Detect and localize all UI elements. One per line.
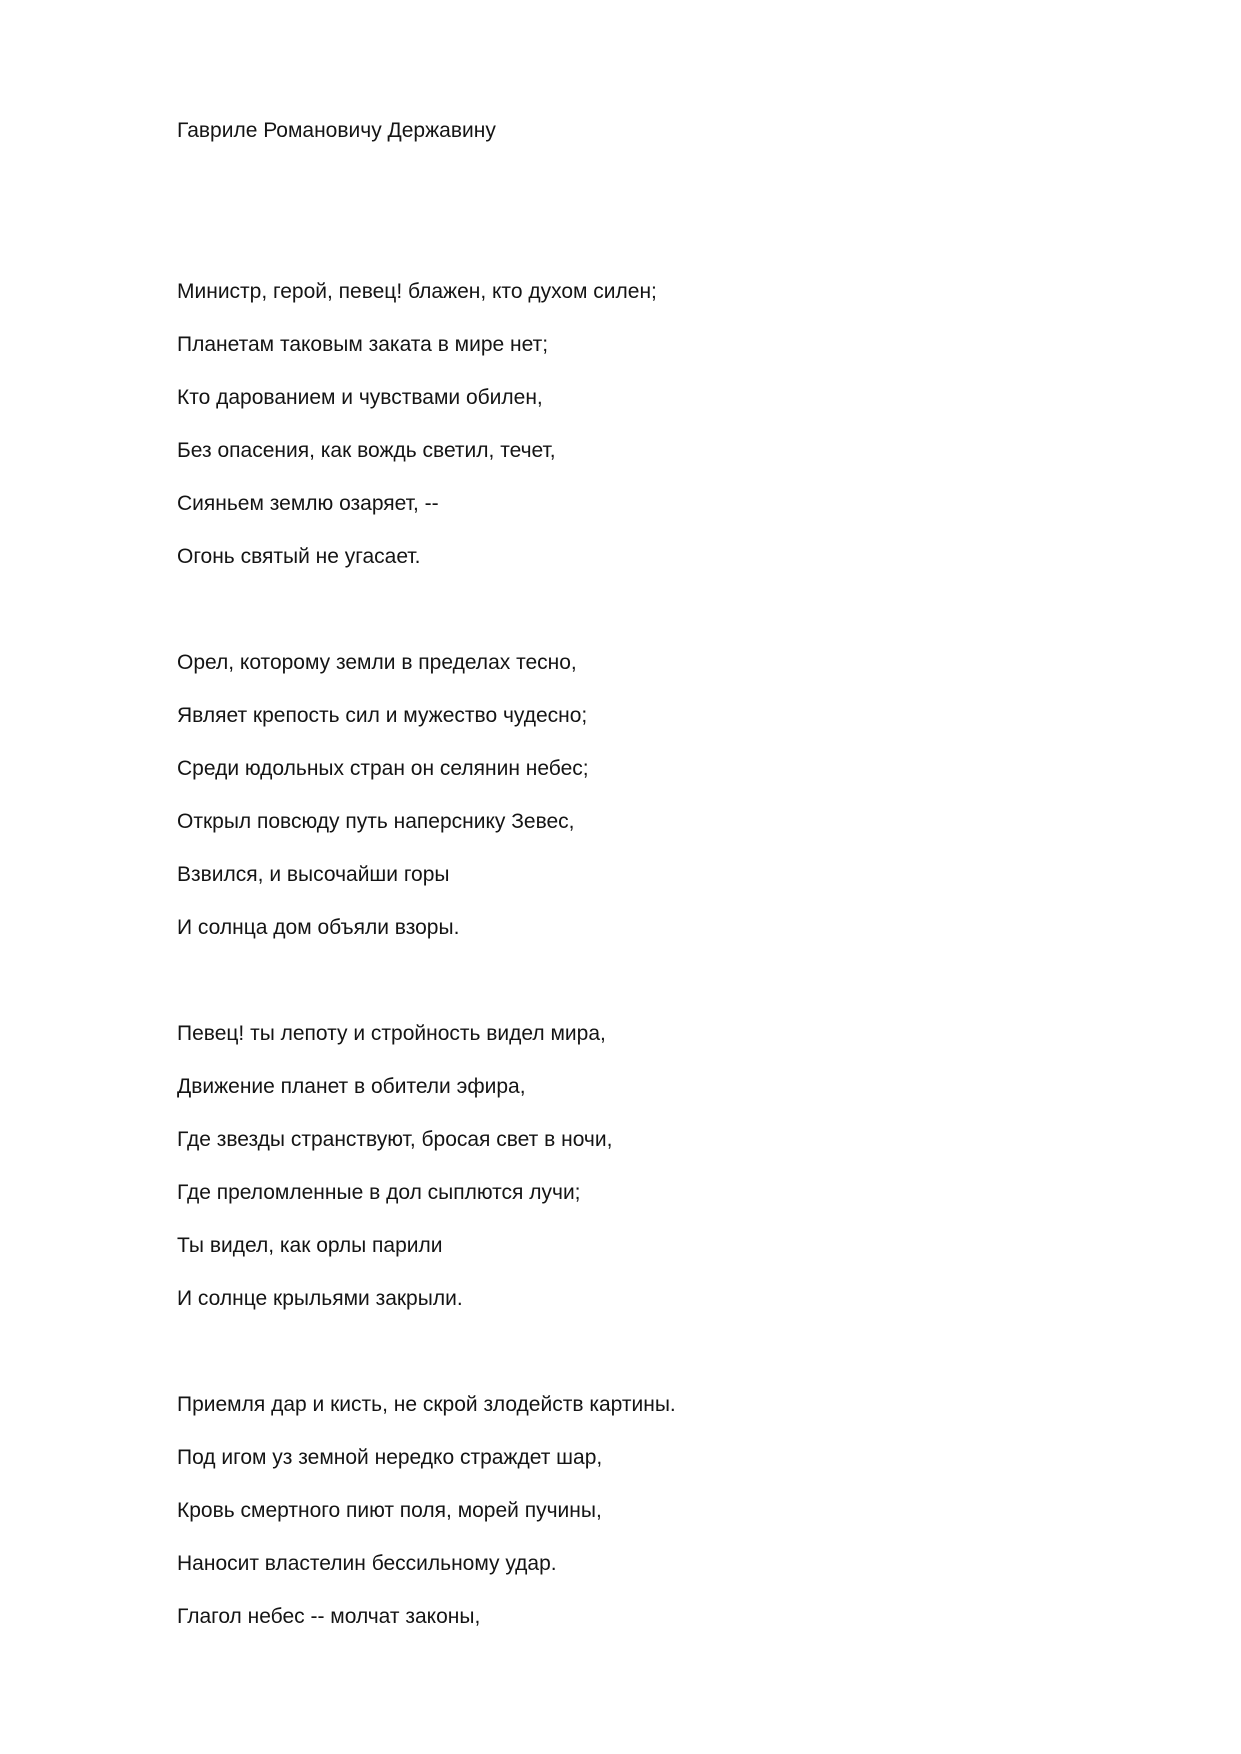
stanza-1: [177, 277, 676, 595]
poem-line: Являет крепость сил и мужество чудесно;: [177, 704, 588, 727]
poem-line: Глагол небес -- молчат законы,: [177, 1605, 481, 1628]
poem-line: Где преломленные в дол сыплются лучи;: [177, 1181, 581, 1204]
stanza-2: [177, 648, 676, 966]
poem-line: И солнца дом объяли взоры.: [177, 916, 460, 939]
dedication-heading: Гавриле Романовичу Державину: [177, 119, 496, 142]
stanza-3: [177, 1019, 676, 1337]
poem-line: Где звезды странствуют, бросая свет в ночи,: [177, 1128, 613, 1151]
poem-line: Сияньем землю озаряет, --: [177, 492, 439, 515]
poem: [177, 277, 676, 1708]
poem-line: Движение планет в обители эфира,: [177, 1075, 526, 1098]
poem-line: Огонь святый не угасает.: [177, 545, 421, 568]
poem-line: Певец! ты лепоту и стройность видел мира,: [177, 1022, 606, 1045]
poem-line: И солнце крыльями закрыли.: [177, 1287, 463, 1310]
poem-line: Без опасения, как вождь светил, течет,: [177, 439, 556, 462]
poem-line: Среди юдольных стран он селянин небес;: [177, 757, 589, 780]
poem-line: Кровь смертного пиют поля, морей пучины,: [177, 1499, 602, 1522]
stanza-4: [177, 1390, 676, 1655]
poem-line: Планетам таковым заката в мире нет;: [177, 333, 549, 356]
poem-line: Кто дарованием и чувствами обилен,: [177, 386, 543, 409]
poem-line: Орел, которому земли в пределах тесно,: [177, 651, 577, 674]
poem-line: Ты видел, как орлы парили: [177, 1234, 443, 1257]
poem-line: Приемля дар и кисть, не скрой злодейств картины.: [177, 1393, 676, 1416]
poem-line: Под игом уз земной нередко страждет шар,: [177, 1446, 603, 1469]
poem-line: Открыл повсюду путь наперснику Зевес,: [177, 810, 575, 833]
poem-line: Взвился, и высочайши горы: [177, 863, 450, 886]
poem-line: Министр, герой, певец! блажен, кто духом силен;: [177, 280, 657, 303]
poem-line: Наносит властелин бессильному удар.: [177, 1552, 557, 1575]
